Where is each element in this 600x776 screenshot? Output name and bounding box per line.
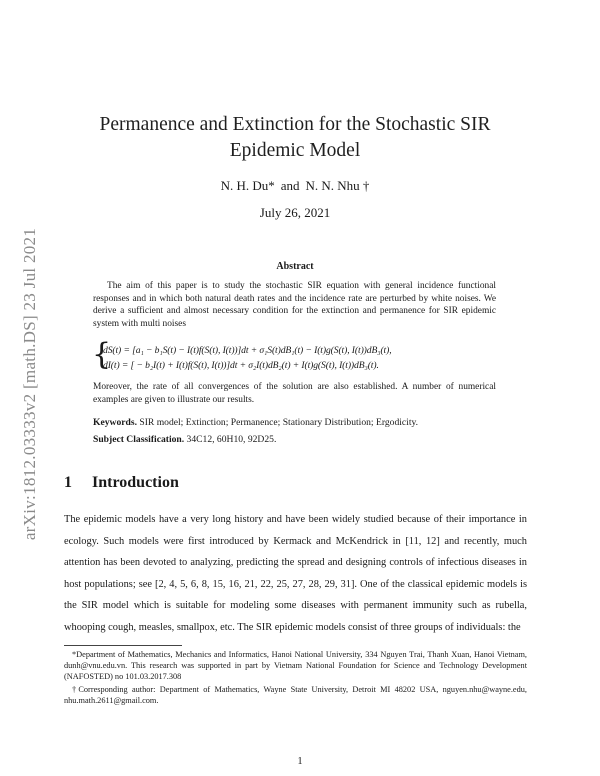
paper-title (60, 112, 530, 164)
equation-brace: { (92, 337, 112, 372)
arxiv-stamp (21, 206, 39, 562)
equation-system (92, 337, 502, 375)
footnote-2: †Corresponding author: Department of Mathematics, Wayne State University, Detroit MI 48202 USA, nguyen.nhu@wayne.edu, nhu.math.2611@gmail.com. (64, 685, 527, 705)
subject-text: 34C12, 60H10, 92D25. (186, 434, 277, 445)
abstract-paragraph-1: The aim of this paper is to study the stochastic SIR equation with general incidence functional responses and in which both natural death rates and the incidence rate are perturbed by white noises. We derive a sufficient and almost necessary condition for the extinction and permanence for SIR epidemic system with multi noises (93, 281, 496, 329)
page-number: 1 (297, 756, 303, 767)
keywords (93, 417, 503, 428)
paper-date: July 26, 2021 (259, 205, 331, 220)
keywords-label: Keywords. (93, 417, 137, 428)
subject-label: Subject Classification. (93, 434, 185, 445)
abstract-paragraph-2: Moreover, the rate of all convergences of the solution are also established. A number of numerical examples are given to illustrate our results. (93, 382, 496, 405)
title-line-1: Permanence and Extinction for the Stochastic SIR (99, 114, 491, 135)
intro-paragraph: The epidemic models have a very long history and have been widely studied because of their importance in ecology. Such models were first introduced by Kermack and McKendrick in [11, 12] and recently, much attention has been devoted to analyzing, predicting the spread and designing controls of infectious diseases in host populations; see [2, 4, 5, 6, 8, 15, 16, 21, 22, 25, 27, 28, 29, 31]. One of the classical epidemic models is the SIR model which is suitable for modeling some diseases with permanent immunity such as rubella, whooping cough, measles, smallpox, etc. The SIR epidemic models consist of three groups of individuals: the (64, 514, 527, 633)
authors (60, 178, 530, 194)
footnote-rule (64, 645, 182, 646)
abstract-heading: Abstract (276, 261, 314, 272)
section-number: 1 (64, 474, 72, 491)
author-2: N. N. Nhu † (305, 178, 370, 193)
author-separator: and (280, 178, 300, 193)
author-1: N. H. Du* (220, 178, 275, 193)
keywords-text: SIR model; Extinction; Permanence; Stationary Distribution; Ergodicity. (139, 417, 419, 428)
equation-line-2: dI(t) = [ − b₂I(t) + I(t)f(S(t), I(t))]dt + σ₂I(t)dB₂(t) + I(t)g(S(t), I(t))dB₃(t). (103, 360, 379, 371)
footnote-1: *Department of Mathematics, Mechanics and Informatics, Hanoi National University, 334 Nguyen Trai, Thanh Xuan, Hanoi Vietnam, dunh@vnu.edu.vn. This research was supported in part by Vietnam National Foundation for Science and Technology Development (NAFOSTED) no 101.03.2017.308 (64, 650, 527, 681)
title-line-2: Epidemic Model (229, 140, 361, 161)
section-heading (64, 474, 179, 492)
arxiv-stamp-text: arXiv:1812.03333v2 [math.DS] 23 Jul 2021 (20, 227, 39, 541)
equation-line-1: dS(t) = [a₁ − b₁S(t) − I(t)f(S(t), I(t))]dt + σ₁S(t)dB₁(t) − I(t)g(S(t), I(t))dB₃(t), (103, 345, 392, 356)
section-title: Introduction (92, 474, 179, 491)
subject-classification (93, 434, 503, 445)
